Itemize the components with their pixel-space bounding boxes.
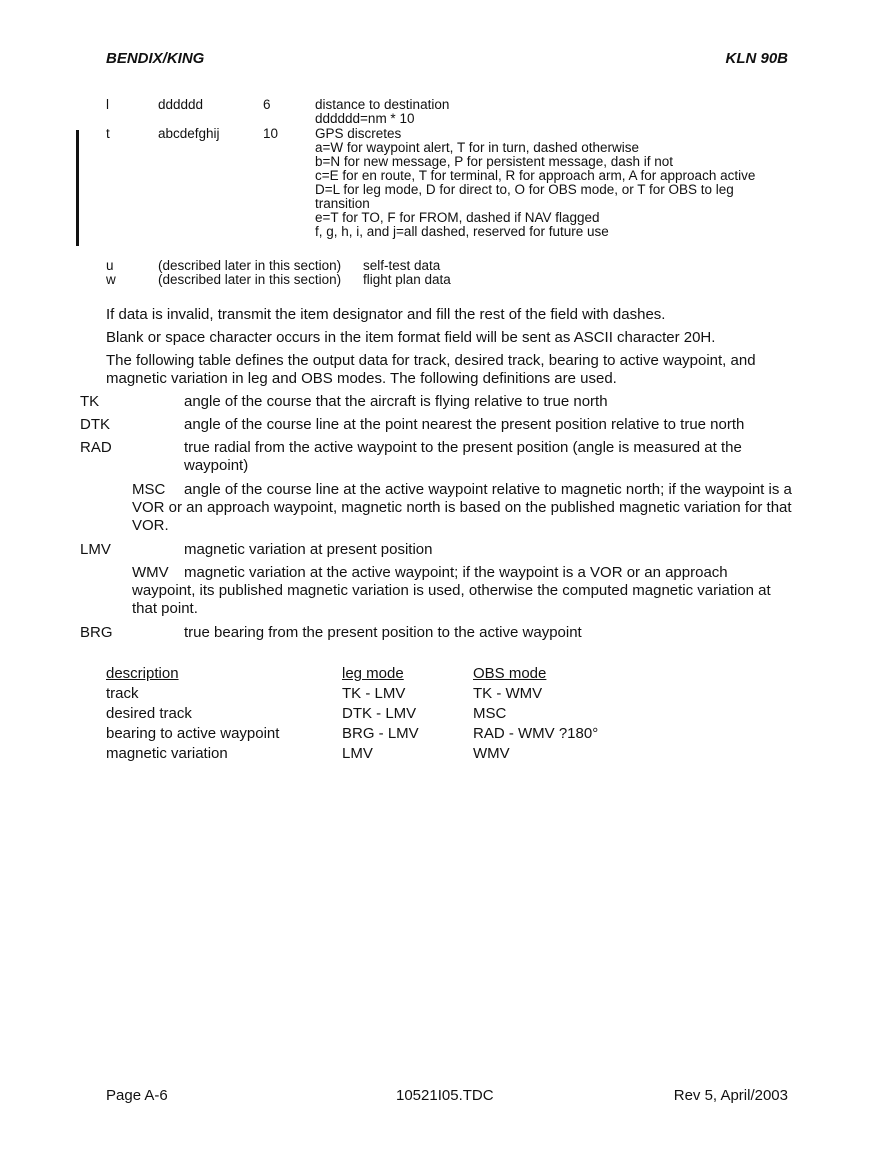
- item-line: distance to destination: [315, 97, 450, 112]
- table-cell: RAD - WMV ?180°: [473, 725, 599, 742]
- item-reference: (described later in this section): [158, 258, 342, 273]
- header-right: KLN 90B: [725, 50, 788, 67]
- definition-term: LMV: [80, 541, 111, 558]
- footer-doc-id: 10521I05.TDC: [396, 1087, 494, 1104]
- definition-brg: [80, 624, 792, 642]
- definition-dtk: [80, 416, 792, 434]
- item-line: f, g, h, i, and j=all dashed, reserved for future use: [315, 224, 609, 239]
- definition-term: MSC: [132, 481, 166, 498]
- definition-text: true radial from the active waypoint to the present position (angle is measured at the waypoint): [184, 439, 742, 474]
- item-chars: 10: [263, 126, 279, 141]
- item-description: [315, 127, 795, 239]
- table-cell: desired track: [106, 705, 192, 722]
- change-bar: [76, 130, 79, 246]
- table-cell: MSC: [473, 705, 507, 722]
- definition-text: true bearing from the present position to the active waypoint: [184, 624, 582, 641]
- definition-msc: [132, 481, 792, 535]
- item-reference: (described later in this section): [158, 272, 342, 287]
- definition-term: WMV: [132, 564, 169, 581]
- item-chars: 6: [263, 97, 271, 112]
- item-line: e=T for TO, F for FROM, dashed if NAV flagged: [315, 210, 600, 225]
- item-line: a=W for waypoint alert, T for in turn, dashed otherwise: [315, 140, 640, 155]
- item-line: dddddd=nm * 10: [315, 111, 415, 126]
- item-format: abcdefghij: [158, 126, 220, 141]
- definition-rad: [80, 439, 792, 475]
- table-header: description: [106, 665, 179, 682]
- table-cell: BRG - LMV: [342, 725, 419, 742]
- item-designator: w: [106, 272, 116, 287]
- definition-text: angle of the course line at the active waypoint relative to magnetic north; if the waypoint is a VOR or an approach waypoint, magnetic north is based on the published magnetic variation for that VOR.: [132, 481, 792, 534]
- table-cell: bearing to active waypoint: [106, 725, 280, 742]
- item-description: [315, 98, 795, 126]
- paragraph: Blank or space character occurs in the item format field will be sent as ASCII character 20H.: [106, 329, 716, 346]
- table-cell: TK - LMV: [342, 685, 406, 702]
- definition-term: BRG: [80, 624, 113, 641]
- item-description: self-test data: [363, 258, 441, 273]
- definition-text: angle of the course line at the point nearest the present position relative to true north: [184, 416, 745, 433]
- item-designator: l: [106, 97, 109, 112]
- definition-text: magnetic variation at present position: [184, 541, 433, 558]
- paragraph: If data is invalid, transmit the item designator and fill the rest of the field with dashes.: [106, 306, 666, 323]
- item-line: c=E for en route, T for terminal, R for approach arm, A for approach active: [315, 168, 756, 183]
- definition-text: angle of the course that the aircraft is flying relative to true north: [184, 393, 608, 410]
- definition-term: DTK: [80, 416, 110, 433]
- definition-lmv: [80, 541, 792, 559]
- table-cell: TK - WMV: [473, 685, 543, 702]
- item-designator: t: [106, 126, 110, 141]
- definition-wmv: [132, 564, 792, 618]
- item-line: b=N for new message, P for persistent message, dash if not: [315, 154, 674, 169]
- table-cell: WMV: [473, 745, 510, 762]
- table-cell: DTK - LMV: [342, 705, 417, 722]
- item-line: transition: [315, 196, 370, 211]
- header-left: BENDIX/KING: [106, 50, 205, 67]
- definition-term: RAD: [80, 439, 112, 456]
- item-description: flight plan data: [363, 272, 451, 287]
- table-cell: LMV: [342, 745, 373, 762]
- table-cell: magnetic variation: [106, 745, 228, 762]
- table-cell: track: [106, 685, 139, 702]
- item-designator: u: [106, 258, 114, 273]
- item-line: D=L for leg mode, D for direct to, O for OBS mode, or T for OBS to leg: [315, 182, 734, 197]
- item-line: GPS discretes: [315, 126, 402, 141]
- definition-term: TK: [80, 393, 100, 410]
- item-format: dddddd: [158, 97, 204, 112]
- footer-page: Page A-6: [106, 1087, 168, 1104]
- definition-tk: [80, 393, 792, 411]
- definition-text: magnetic variation at the active waypoint; if the waypoint is a VOR or an approach waypoint, its published magnetic variation is used, otherwise the computed magnetic variation at that point.: [132, 564, 771, 617]
- table-header: leg mode: [342, 665, 404, 682]
- paragraph: The following table defines the output data for track, desired track, bearing to active waypoint, and magnetic variation in leg and OBS modes. The following definitions are used.: [106, 352, 756, 387]
- footer-revision: Rev 5, April/2003: [673, 1087, 788, 1104]
- table-header: OBS mode: [473, 665, 547, 682]
